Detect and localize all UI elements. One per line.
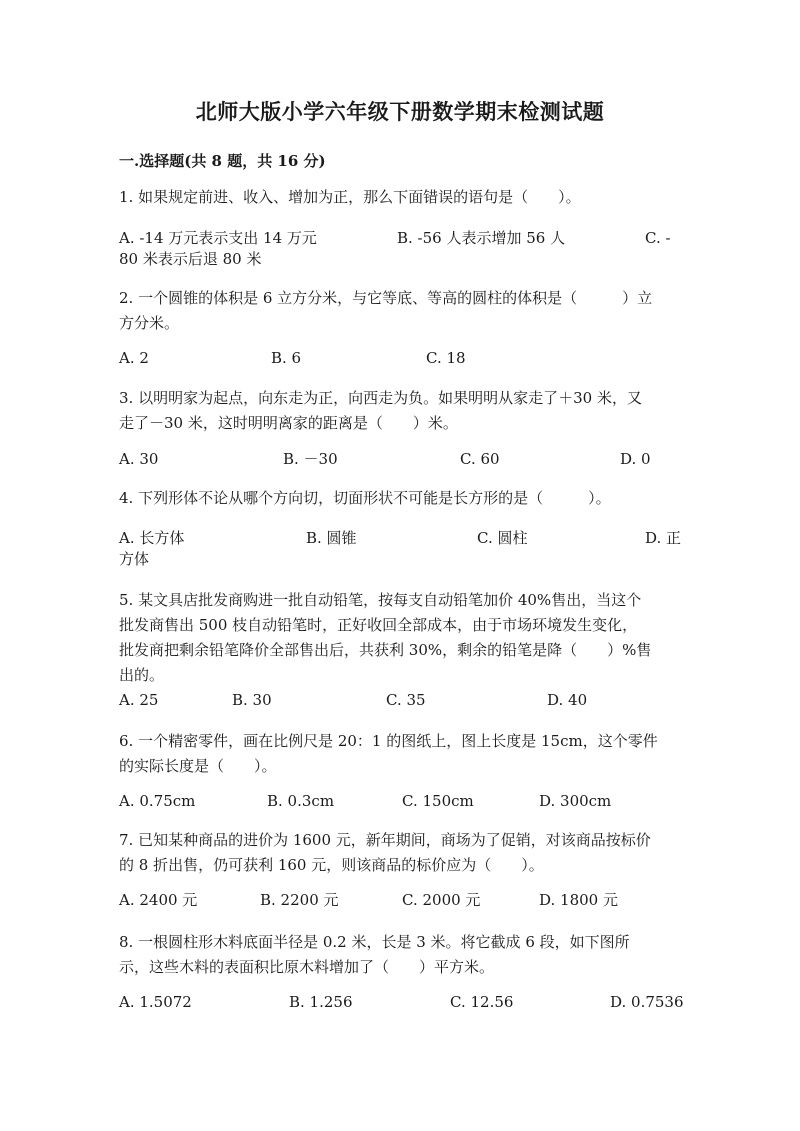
question-stem-line: 7. 已知某种商品的进价为 1600 元，新年期间，商场为了促销，对该商品按标价 bbox=[119, 831, 651, 849]
question-stem-line: 1. 如果规定前进、收入、增加为正，那么下面错误的语句是（ ）。 bbox=[119, 188, 581, 206]
question-stem-line: 方分米。 bbox=[119, 314, 180, 332]
option-a: A. 2400 元 bbox=[119, 891, 198, 909]
question-stem-line: 示，这些木料的表面积比原木料增加了（ ）平方米。 bbox=[119, 958, 495, 976]
question-stem-line: 批发商售出 500 枝自动铅笔时，正好收回全部成本，由于市场环境发生变化， bbox=[119, 616, 638, 634]
option-a: A. 长方体 bbox=[119, 529, 185, 547]
question-stem-line: 6. 一个精密零件，画在比例尺是 20：1 的图纸上，图上长度是 15cm，这个零件 bbox=[119, 732, 658, 750]
question-stem-line: 的 8 折出售，仍可获利 160 元，则该商品的标价应为（ ）。 bbox=[119, 856, 544, 874]
option-c: C. 18 bbox=[426, 349, 466, 367]
page-title: 北师大版小学六年级下册数学期末检测试题 bbox=[195, 99, 605, 124]
option-d: D. 0.7536 bbox=[610, 993, 684, 1011]
question-1 bbox=[119, 185, 679, 210]
option-a: A. 1.5072 bbox=[119, 993, 192, 1011]
question-5 bbox=[119, 588, 679, 688]
option-b: B. 2200 元 bbox=[260, 891, 339, 909]
question-stem-line: 8. 一根圆柱形木料底面半径是 0.2 米，长是 3 米。将它截成 6 段，如下图所 bbox=[119, 933, 630, 951]
question-6 bbox=[119, 729, 679, 779]
option-d: D. 300cm bbox=[539, 792, 612, 810]
option-c: C. 12.56 bbox=[450, 993, 514, 1011]
question-stem-line: 3. 以明明家为起点，向东走为正，向西走为负。如果明明从家走了＋30 米，又 bbox=[119, 389, 642, 407]
question-7 bbox=[119, 828, 679, 878]
option-a: A. -14 万元表示支出 14 万元 bbox=[119, 229, 317, 247]
option-a: A. 25 bbox=[119, 691, 159, 709]
option-d: D. 正 bbox=[645, 529, 682, 547]
question-stem-line: 批发商把剩余铅笔降价全部售出后，共获利 30%，剩余的铅笔是降（ ）%售 bbox=[119, 641, 652, 659]
question-3-options bbox=[119, 447, 679, 472]
question-stem-line: 2. 一个圆锥的体积是 6 立方分米，与它等底、等高的圆柱的体积是（ ）立 bbox=[119, 289, 653, 307]
question-8 bbox=[119, 930, 679, 980]
question-2-options bbox=[119, 346, 679, 371]
option-a: A. 2 bbox=[119, 349, 149, 367]
option-c: C. 60 bbox=[460, 450, 500, 468]
option-c: C. - bbox=[645, 229, 671, 247]
option-b: B. －30 bbox=[283, 450, 338, 468]
option-d: D. 1800 元 bbox=[539, 891, 618, 909]
option-a: A. 30 bbox=[119, 450, 159, 468]
question-4-options bbox=[119, 526, 682, 551]
option-b: B. 30 bbox=[232, 691, 272, 709]
option-b: B. -56 人表示增加 56 人 bbox=[397, 229, 566, 247]
question-2 bbox=[119, 286, 679, 336]
option-d-continued: 方体 bbox=[119, 550, 150, 568]
section-heading: 一.选择题(共 8 题，共 16 分) bbox=[119, 152, 326, 170]
option-b: B. 圆锥 bbox=[306, 529, 357, 547]
question-stem-line: 走了－30 米，这时明明离家的距离是（ ）米。 bbox=[119, 414, 458, 432]
option-d: D. 40 bbox=[547, 691, 588, 709]
question-5-options bbox=[119, 688, 679, 713]
question-stem-line: 4. 下列形体不论从哪个方向切，切面形状不可能是长方形的是（ ）。 bbox=[119, 489, 611, 507]
option-b: B. 0.3cm bbox=[267, 792, 335, 810]
option-c: C. 2000 元 bbox=[402, 891, 481, 909]
option-b: B. 6 bbox=[271, 349, 302, 367]
option-c: C. 150cm bbox=[402, 792, 474, 810]
option-c: C. 35 bbox=[386, 691, 426, 709]
question-stem-line: 的实际长度是（ ）。 bbox=[119, 757, 277, 775]
option-c: C. 圆柱 bbox=[477, 529, 528, 547]
question-3 bbox=[119, 386, 679, 436]
question-6-options bbox=[119, 789, 679, 814]
question-7-options bbox=[119, 888, 679, 913]
question-stem-line: 5. 某文具店批发商购进一批自动铅笔，按每支自动铅笔加价 40%售出，当这个 bbox=[119, 591, 642, 609]
question-8-options bbox=[119, 990, 684, 1015]
option-d: D. 0 bbox=[620, 450, 651, 468]
question-4 bbox=[119, 486, 679, 511]
question-stem-line: 出的。 bbox=[119, 666, 165, 684]
option-b: B. 1.256 bbox=[289, 993, 353, 1011]
option-c-continued: 80 米表示后退 80 米 bbox=[119, 250, 262, 268]
option-a: A. 0.75cm bbox=[119, 792, 196, 810]
